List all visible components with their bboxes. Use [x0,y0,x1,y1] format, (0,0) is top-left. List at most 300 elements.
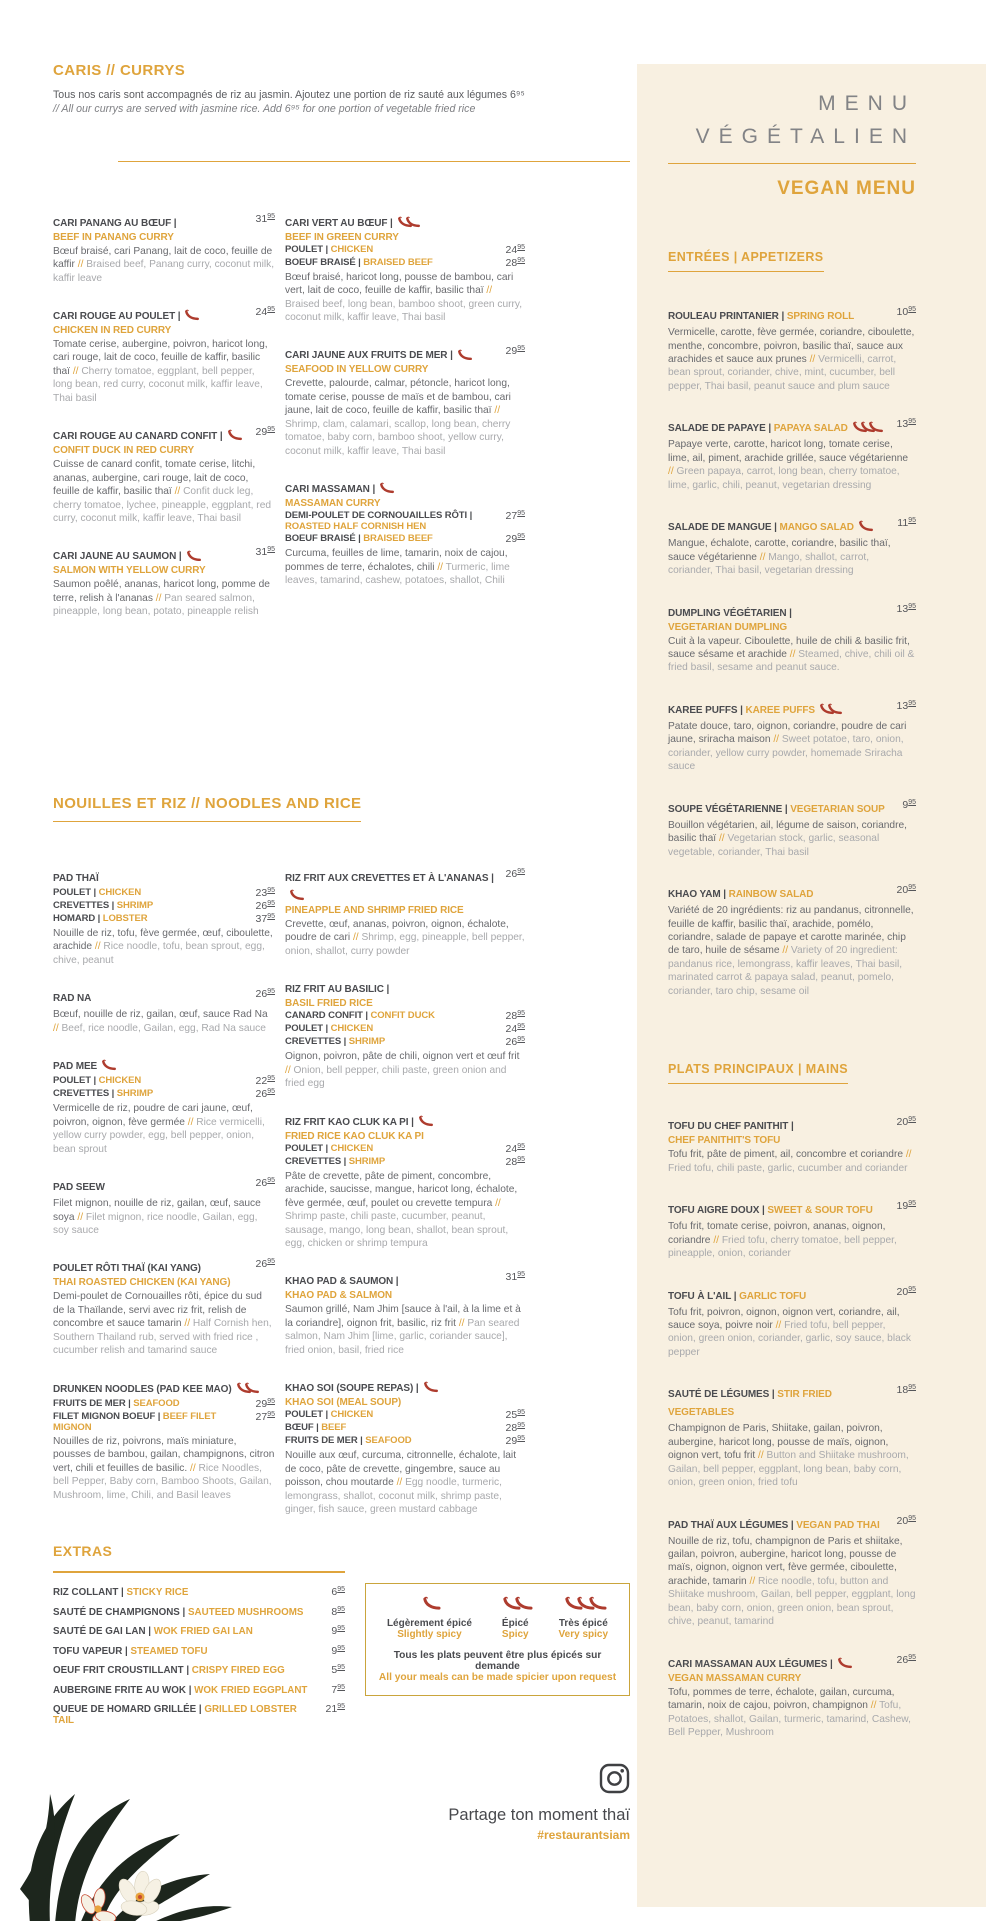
description-separator: // [905,1149,912,1161]
extra-item [53,1684,345,1696]
description-en: Shrimp, egg, pineapple, bell pepper, onion, shallot, curry powder [285,932,525,957]
variant-label-en: BEEF [318,1422,347,1434]
menu-item [285,979,525,1090]
variant-label-fr: FILET MIGNON BOEUF | [53,1410,161,1422]
chili-icons [502,1596,533,1614]
spice-legend-box [365,1583,630,1696]
variant-label-fr: POULET | [285,1142,329,1154]
variant-label-fr: CREVETTES | [53,1088,115,1100]
chili-icons [227,426,242,443]
variant-label-en: CHICKEN [96,1075,142,1087]
chili-icon [101,1059,116,1071]
item-names [53,306,248,324]
description-fr: Saumon grillé, Nam Jhim [sauce à l'ail, à la lime et à la coriandre], oignon frit, basilic, riz frit [285,1304,521,1329]
price-cents: 95 [908,798,916,806]
item-names [53,546,248,564]
description-fr: Nouille de riz, tofu, champignon de Paris et shiitake, gailan, poivron, aubergine, haricot long, pousse de maïs, oignon, oignon vert, fève germée, ciboulette, arachide, tamarin [668,1535,903,1587]
item-name-en: BEEF IN GREEN CURRY [285,231,399,243]
item-variant [53,1398,275,1410]
item-name-fr: PAD THAÏ AUX LÉGUMES | [668,1519,794,1531]
menu-item [53,1379,275,1502]
item-header [668,1384,916,1420]
description-en: Half Cornish hen, Southern Thailand rub, served with fried rice , cucumber relish and tamarind sauce [53,1318,272,1357]
variant-label-en: BEEF FILET MIGNON [53,1410,217,1433]
description-fr: Vermicelle, carotte, fève germée, coriandre, ciboulette, menthe, concombre, poivron, basilic thaï, sauce aux arachides et sauce aux prunes [668,327,915,365]
spice-level-en: Slightly spicy [397,1629,462,1640]
chili-icons [289,886,304,903]
price-cents: 95 [908,1200,916,1208]
price-cents: 95 [517,1010,525,1018]
item-description [53,245,275,285]
extra-label-en: STICKY RICE [123,1587,189,1598]
chili-icon [514,1596,533,1611]
item-header [668,517,916,535]
extra-label [53,1704,318,1726]
item-name-fr: CARI MASSAMAN | [285,484,376,496]
extras-section [53,1543,345,1734]
extra-label-fr: OEUF FRIT CROUSTILLANT | [53,1665,190,1676]
spice-level-fr: Épicé [501,1618,529,1629]
item-name-fr: CARI JAUNE AUX FRUITS DE MER | [285,350,453,362]
item-price: $24^{95}$ [505,243,525,256]
item-names [53,213,248,231]
item-names [53,868,275,886]
item-names [668,603,889,621]
menu-item [668,700,916,774]
item-variant [285,1010,525,1022]
noodles-section [53,795,630,1538]
chili-icons [418,1112,433,1129]
description-en: Fried tofu, bell pepper, onion, green onion, coriander, garlic, soy sauce, black pepper [668,1319,911,1358]
variant-label [285,1036,498,1047]
item-description [285,271,525,325]
description-separator: // [782,945,791,957]
description-fr: Cuit à la vapeur. Ciboulette, huile de chili & basilic frit, sauce sésame et arachide [668,635,910,660]
spice-level [498,1596,533,1640]
description-separator: // [437,561,446,573]
variant-label-fr: CANARD CONFIT | [285,1010,368,1022]
item-price: $26^{95}$ [255,1088,275,1101]
variant-label-fr: POULET | [53,1075,97,1087]
item-price: $21^{95}$ [325,1703,345,1715]
menu-item [285,479,525,587]
item-name-en: CHEF PANITHIT'S TOFU [668,1135,781,1147]
currys-intro-en: // All our currys are served with jasmine rice. Add 6⁹⁵ for one portion of vegetable fried rice [53,103,476,116]
item-header [668,799,916,817]
description-separator: // [187,1116,197,1128]
description-separator: // [718,833,728,845]
variant-label-en: BRAISED BEEF [360,533,433,545]
variant-label-fr: DEMI-POULET DE CORNOUAILLES RÔTI | [285,510,473,522]
menu-item [53,1258,275,1357]
extra-label-fr: SAUTÉ DE GAI LAN | [53,1626,151,1637]
price-cents: 95 [267,887,275,894]
description-separator: // [486,285,493,297]
price-cents: 95 [337,1586,345,1593]
item-name-fr: SALADE DE PAPAYE | [668,423,772,435]
item-description [668,635,916,675]
variant-label-fr: BOEUF BRAISÉ | [285,533,361,545]
item-name-fr: CARI ROUGE AU POULET | [53,310,181,322]
item-description [285,377,525,458]
description-separator: // [72,365,82,377]
spice-level-fr: Légèrement épicé [386,1618,472,1629]
description-fr: Tofu frit, poivron, oignon, oignon vert, coriandre, ail, sauce soya, poivre noir [668,1306,900,1331]
item-name-fr: CARI PANANG AU BŒUF | [53,217,177,229]
variant-label-en: SEAFOOD [130,1397,180,1409]
extra-label-en: WOK FRIED EGGPLANT [191,1684,308,1696]
item-description [285,1449,525,1516]
item-variant [53,913,275,925]
item-price: $29^{95}$ [505,533,525,546]
description-fr: Oignon, poivron, pâte de chili, oignon vert et œuf frit [285,1051,520,1063]
item-header [53,546,275,564]
item-price: $9^{95}$ [331,1625,345,1637]
variant-label-en: CHICKEN [328,1409,374,1421]
item-header [285,345,525,363]
item-description [668,819,916,859]
price-cents: 95 [517,1036,525,1044]
currys-title: CARIS // CURRYS [53,62,186,79]
price-cents: 95 [267,1410,275,1418]
variant-label [285,1422,498,1433]
item-price: $11^{95}$ [897,517,916,530]
extra-label-en: CRISPY FIRED EGG [189,1665,285,1676]
item-names [668,1286,889,1304]
price-cents: 95 [908,884,916,892]
extra-label-fr: RIZ COLLANT | [53,1587,124,1598]
item-name-en: KAREE PUFFS [742,704,815,716]
variant-label-fr: FRUITS DE MER | [53,1397,131,1409]
chili-icons [423,1378,438,1395]
variant-label-en: SEAFOOD [362,1435,412,1447]
description-separator: // [77,259,87,271]
description-fr: Cuisse de canard confit, tomate cerise, litchi, ananas, aubergine, cari rouge, lait de coco, feuille de kaffir, basilic thaï [53,459,256,498]
menu-item [285,345,525,458]
item-description [668,904,916,998]
item-price: $27^{95}$ [255,1410,275,1423]
description-en: Pan seared salmon, pineapple, long bean, potato, pineapple relish [53,592,259,618]
description-separator: // [352,932,362,944]
extra-label-en: WOK FRIED GAI LAN [151,1626,253,1637]
item-variant [285,1422,525,1434]
item-names [668,517,889,535]
price-cents: 95 [267,1258,275,1266]
variant-label-fr: POULET | [53,887,97,898]
chili-icon [289,889,304,901]
item-header [285,1378,525,1396]
variant-label [53,1411,248,1433]
chili-icons [397,213,421,230]
item-header [285,868,525,904]
price-cents: 95 [908,602,916,610]
variant-label-en: BRAISED BEEF [360,256,433,268]
price-cents: 95 [517,345,525,353]
item-price: $31^{95}$ [255,212,275,225]
item-description [53,1435,275,1502]
price-cents: 95 [517,868,525,875]
menu-item [53,213,275,285]
extra-label [53,1665,323,1676]
item-name-fr: SALADE DE MANGUE | [668,522,777,534]
item-variant [53,900,275,912]
description-en: Rice noodle, tofu, button and Shiitake mushroom, Gailan, bell pepper, eggplant, long bean, baby corn, onion, green onion, bean sprout, chive, peanut, tamarind [668,1575,916,1628]
item-name-en: VEGETARIAN DUMPLING [668,621,788,633]
item-name-fr: TOFU À L'AIL | [668,1290,737,1302]
item-name-en: MASSAMAN CURRY [285,498,381,510]
description-separator: // [184,1318,193,1330]
extras-title: EXTRAS [53,1543,113,1559]
menu-item [53,988,275,1035]
item-names [668,884,889,902]
item-name-en: THAI ROASTED CHICKEN (KAI YANG) [53,1277,231,1289]
price-cents: 95 [517,243,525,251]
item-header [285,979,525,997]
menu-item [53,868,275,967]
price-cents: 95 [337,1644,345,1652]
description-en: Egg noodle, turmeric, lemongrass, shallot, coconut milk, shrimp paste, ginger, fish sauce, green mustard cabbage [285,1477,502,1516]
description-fr: Tomate cerise, aubergine, poivron, haricot long, cari rouge, lait de coco, feuille de kaffir, basilic thaï [53,338,268,377]
item-price: $28^{95}$ [505,1010,525,1023]
spice-level-fr: Très épicé [558,1618,608,1629]
item-name-en: BASIL FRIED RICE [285,998,373,1010]
description-separator: // [174,486,184,498]
variant-label-fr: POULET | [285,243,329,255]
description-separator: // [870,1700,880,1712]
item-name-fr: PAD SEEW [53,1182,105,1194]
item-price: $26^{95}$ [896,1653,916,1666]
item-names [53,988,248,1006]
description-fr: Variété de 20 ingrédients: riz au pandanus, citronnelle, feuille de kaffir, basilic thaï, arachide, pomélo, coriandre, salade de papaye et carotte marinée, chip de taro, huile de sésame [668,905,914,957]
item-header [53,1379,275,1397]
item-names [668,700,889,718]
item-description [668,1148,916,1175]
vegan-panel [637,64,986,1907]
social-block [330,1763,630,1842]
description-en: Tofu, Potatoes, shallot, Gailan, turmeric, tamarind, Cashew, Bell Pepper, Mushroom [668,1700,911,1739]
chili-icon [227,429,242,441]
extra-label-en: GRILLED LOBSTER TAIL [53,1704,297,1726]
item-variant [285,533,525,545]
item-description [668,438,916,492]
price-cents: 95 [267,900,275,907]
item-price: $5^{95}$ [331,1664,345,1676]
item-name-en: CHICKEN IN RED CURRY [53,324,172,336]
item-names [285,479,525,497]
price-cents: 95 [267,212,275,220]
description-en: Vermicelli, carrot, bean sprout, coriander, chive, mint, cucumber, bell pepper, Thai basil, peanut sauce and plum sauce [668,354,897,392]
menu-item [53,1056,275,1156]
item-price: $29^{95}$ [505,1435,525,1448]
item-name-fr: RIZ FRIT KAO CLUK KA PI | [285,1116,414,1128]
variant-label [53,887,248,898]
mains-list [668,1116,916,1739]
variant-label-en: LOBSTER [100,913,148,924]
vegan-title-line2: VÉGÉTALIEN [695,124,916,148]
item-description [53,1197,275,1237]
description-separator: // [809,354,819,365]
description-en: Rice vermicelli, yellow curry powder, egg, bell pepper, onion, bean sprout [53,1116,265,1155]
price-cents: 95 [517,1155,525,1163]
item-variant [285,1023,525,1035]
variant-label [285,1156,498,1167]
chili-icon [405,216,420,228]
price-cents: 95 [908,699,916,707]
description-en: Mango, shallot, carrot, coriander, Thai basil, vegetarian dressing [668,551,870,577]
variant-label [53,1088,248,1099]
social-caption: Partage ton moment thaï [448,1806,630,1824]
description-fr: Demi-poulet de Cornouailles rôti, épice du sud de la Thaïlande, servi avec riz frit, relish de concombre et sauce tamarin [53,1291,262,1330]
price-cents: 95 [337,1664,345,1671]
item-price: $37^{95}$ [255,913,275,925]
item-name-fr: KHAO SOI (SOUPE REPAS) | [285,1383,419,1395]
item-names [285,345,498,363]
description-separator: // [758,1450,767,1462]
item-name-fr: TOFU AIGRE DOUX | [668,1205,765,1217]
spice-note-fr: Tous les plats peuvent être plus épicés sur demande [393,1650,602,1672]
spice-note-en: All your meals can be made spicier upon request [378,1672,617,1683]
extra-item [53,1645,345,1657]
item-names [285,1271,498,1289]
item-header [668,700,916,718]
chili-icons [101,1056,116,1073]
description-fr: Vermicelle de riz, poudre de cari jaune, œuf, poivron, oignon, fève germée [53,1103,253,1128]
item-variant [53,1411,275,1433]
chili-icons [858,517,873,534]
item-names [285,868,498,904]
item-header [53,988,275,1006]
spice-level-en: Spicy [501,1629,529,1640]
appetizers-section [668,248,916,998]
variant-label-en: SHRIMP [346,1155,386,1167]
chili-icon [244,1382,259,1394]
item-price: $29^{95}$ [255,426,275,439]
item-description [668,326,916,393]
description-en: Green papaya, carrot, long bean, cherry tomatoe, lime, garlic, chili, peanut, vegetarian dressing [668,466,900,491]
appetizers-title: ENTRÉES | APPETIZERS [668,250,824,272]
item-price: $18^{95}$ [896,1384,916,1397]
price-cents: 95 [908,306,916,314]
description-en: Fried tofu, chili paste, garlic, cucumber and coriander [668,1162,908,1174]
item-price: $9^{95}$ [902,798,916,811]
description-fr: Nouille de riz, tofu, fève germée, œuf, ciboulette, arachide [53,928,273,953]
item-price: $8^{95}$ [331,1605,345,1618]
description-en: Sweet potatoe, taro, onion, coriander, yellow curry powder, homemade Sriracha sauce [668,734,904,773]
price-cents: 95 [517,533,525,541]
extra-label-fr: SAUTÉ DE CHAMPIGNONS | [53,1606,186,1618]
item-price: $22^{95}$ [255,1075,275,1088]
item-description [53,338,275,405]
variant-label-en: CONFIT DUCK [367,1010,435,1022]
currys-intro-fr: Tous nos caris sont accompagnés de riz au jasmin. Ajoutez une portion de riz sauté aux légumes 6⁹⁵ [53,89,525,101]
menu-item [668,1654,916,1740]
menu-item [668,799,916,859]
item-header [668,1200,916,1218]
description-separator: // [285,1064,294,1076]
appetizers-list [668,306,916,998]
item-description [53,578,275,618]
chili-icons [391,1596,472,1614]
item-names [668,306,889,324]
description-fr: Bouillon végétarien, ail, légume de saison, coriandre, basilic thaï [668,819,907,845]
item-description [285,918,525,958]
variant-label-en: CHICKEN [328,243,374,255]
item-name-fr: CARI ROUGE AU CANARD CONFIT | [53,431,223,443]
extra-label-en: STEAMED TOFU [127,1645,208,1657]
chili-icon [423,1381,438,1393]
item-names [668,1116,889,1134]
extra-label [53,1607,323,1618]
extra-label [53,1685,323,1696]
description-separator: // [396,1477,406,1489]
item-name-en: KHAO SOI (MEAL SOUP) [285,1397,402,1409]
item-name-fr: POULET RÔTI THAÏ (KAI YANG) [53,1263,201,1275]
item-name-en: RAINBOW SALAD [725,889,814,901]
price-cents: 95 [267,913,275,920]
description-separator: // [495,1197,501,1209]
description-separator: // [773,734,782,746]
mains-title: PLATS PRINCIPAUX | MAINS [668,1062,848,1084]
chili-icons [457,345,472,362]
variant-label-fr: FRUITS DE MER | [285,1435,363,1447]
item-description [53,1102,275,1156]
chili-icon [858,520,873,532]
item-price: $26^{95}$ [255,900,275,912]
item-name-en: GARLIC TOFU [736,1290,807,1302]
description-fr: Champignon de Paris, Shiitake, gailan, poivron, aubergine, haricot long, pousse de maïs, oignon, oignon vert, tofu frit [668,1423,889,1462]
item-name-fr: CARI JAUNE AU SAUMON | [53,551,182,563]
description-en: Fried tofu, cherry tomatoe, bell pepper, pineapple, onion, coriander [668,1234,897,1260]
item-header [285,1112,525,1130]
menu-item [285,868,525,958]
variant-label [285,1435,498,1446]
price-cents: 95 [517,1142,525,1150]
item-name-en: KHAO PAD & SALMON [285,1290,393,1302]
item-header [668,603,916,621]
currys-intro [53,88,630,117]
item-header [53,1258,275,1276]
item-name-en: CONFIT DUCK IN RED CURRY [53,445,195,457]
description-en: Braised beef, Panang curry, coconut milk, kaffir leave [53,259,275,284]
variant-label-en: SHRIMP [346,1036,386,1048]
price-cents: 95 [908,517,916,525]
menu-item [668,306,916,393]
item-price: $26^{95}$ [255,1177,275,1190]
description-separator: // [77,1211,86,1223]
description-fr: Saumon poêlé, ananas, haricot long, pomme de terre, relish à l'ananas [53,579,270,604]
price-cents: 95 [908,1116,916,1124]
item-price: $20^{95}$ [896,1514,916,1527]
description-fr: Nouilles de riz, poivrons, maïs miniature, pousses de bambou, gailan, champignons, citron vert, chili et feuilles de basilic. [53,1435,275,1474]
price-cents: 95 [517,510,525,518]
currys-section [53,62,630,640]
variant-label [285,1023,498,1034]
chili-icon [186,550,201,562]
variant-label-fr: POULET | [285,1023,329,1035]
menu-item [285,1378,525,1516]
extra-label-fr: QUEUE DE HOMARD GRILLÉE | [53,1704,202,1715]
chili-icon [457,349,472,361]
menu-item [53,306,275,405]
chili-icons [236,1379,260,1396]
description-fr: Bœuf, nouille de riz, gailan, œuf, sauce Rad Na [53,1009,268,1021]
item-header [53,1056,275,1074]
description-fr: Patate douce, taro, oignon, coriandre, poudre de cari jaune, sriracha maison [668,720,907,746]
item-name-fr: ROULEAU PRINTANIER | [668,311,785,323]
description-en: Shrimp, clam, calamari, scallop, long bean, cherry tomatoe, baby corn, bamboo shoot, yellow curry, coconut milk, kaffir leave, Thai basil [285,418,511,457]
item-price: $20^{95}$ [896,884,916,897]
chili-icon [422,1596,441,1611]
